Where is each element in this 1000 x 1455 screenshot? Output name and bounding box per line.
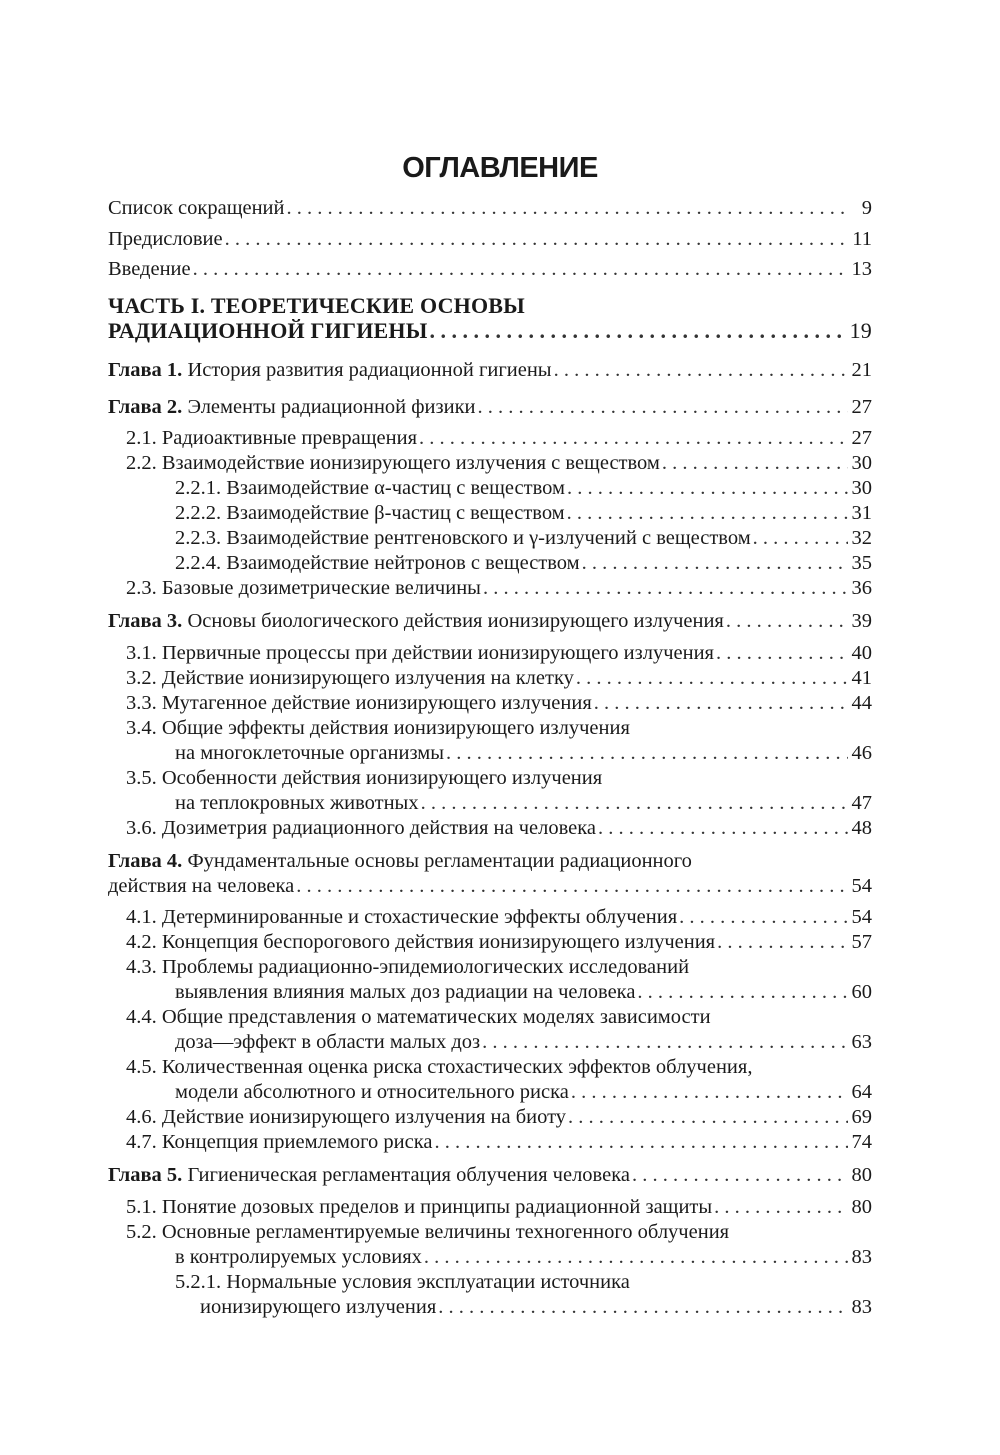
toc-entry-section[interactable] bbox=[175, 791, 872, 815]
entry-text: 2.2.2. Взаимодействие β-частиц с веществом bbox=[175, 502, 565, 524]
toc-entry-section-line1: 4.5. Количественная оценка риска стохастических эффектов облучения, bbox=[126, 1056, 753, 1078]
dot-leader bbox=[568, 1105, 848, 1129]
dot-leader bbox=[571, 1080, 848, 1104]
entry-text: 4.2. Концепция беспорогового действия ионизирующего излучения bbox=[126, 931, 716, 953]
toc-entry-section[interactable] bbox=[126, 691, 872, 715]
dot-leader bbox=[421, 791, 848, 815]
toc-entry-chapter-3[interactable] bbox=[108, 609, 872, 633]
page-number: 80 bbox=[851, 1196, 872, 1218]
dot-leader bbox=[714, 1195, 848, 1219]
dot-leader bbox=[567, 501, 848, 525]
dot-leader bbox=[434, 1130, 848, 1154]
dot-leader bbox=[582, 551, 848, 575]
entry-text: Глава 5. Гигиеническая регламентация облучения человека bbox=[108, 1164, 630, 1186]
toc-entry-section-line1: 5.2. Основные регламентируемые величины техногенного облучения bbox=[126, 1221, 730, 1243]
page-number: 32 bbox=[851, 527, 872, 549]
entry-text: РАДИАЦИОННОЙ ГИГИЕНЫ bbox=[108, 318, 428, 343]
entry-text: Глава 1. История развития радиационной гигиены bbox=[108, 359, 552, 381]
toc-entry-subsection[interactable] bbox=[175, 476, 872, 500]
page-number: 19 bbox=[849, 318, 872, 343]
entry-text: Введение bbox=[108, 258, 191, 280]
entry-text: выявления влияния малых доз радиации на человека bbox=[175, 981, 636, 1003]
page-number: 57 bbox=[851, 931, 872, 953]
dot-leader bbox=[637, 980, 848, 1004]
page-number: 9 bbox=[861, 197, 872, 219]
toc-entry-section-line1: 3.4. Общие эффекты действия ионизирующего излучения bbox=[126, 717, 630, 739]
toc-entry-subsection[interactable] bbox=[175, 501, 872, 525]
dot-leader bbox=[576, 666, 848, 690]
dot-leader bbox=[430, 319, 848, 343]
entry-text: на многоклеточные организмы bbox=[175, 742, 445, 764]
page-number: 39 bbox=[851, 610, 872, 632]
page-number: 36 bbox=[851, 577, 872, 599]
entry-text: 2.2.4. Взаимодействие нейтронов с веществом bbox=[175, 552, 580, 574]
page-number: 60 bbox=[851, 981, 872, 1003]
chapter-4-line1: Глава 4. Фундаментальные основы регламентации радиационного bbox=[108, 850, 692, 872]
toc-entry-section[interactable] bbox=[175, 1030, 872, 1054]
page-number: 74 bbox=[851, 1131, 872, 1153]
entry-text: в контролируемых условиях bbox=[175, 1246, 422, 1268]
entry-text: 4.1. Детерминированные и стохастические эффекты облучения bbox=[126, 906, 678, 928]
entry-text: 2.2. Взаимодействие ионизирующего излучения с веществом bbox=[126, 452, 660, 474]
entry-text: 2.2.3. Взаимодействие рентгеновского и γ-излучений с веществом bbox=[175, 527, 751, 549]
dot-leader bbox=[225, 227, 848, 251]
dot-leader bbox=[726, 609, 848, 633]
page-number: 13 bbox=[851, 258, 872, 280]
entry-text: 3.1. Первичные процессы при действии ионизирующего излучения bbox=[126, 642, 714, 664]
entry-text: Предисловие bbox=[108, 228, 223, 250]
toc-entry-section[interactable] bbox=[175, 741, 872, 765]
dot-leader bbox=[424, 1245, 848, 1269]
dot-leader bbox=[438, 1295, 848, 1319]
toc-entry-section[interactable] bbox=[126, 905, 872, 929]
toc-entry-section-line1: 4.4. Общие представления о математических моделях зависимости bbox=[126, 1006, 711, 1028]
page-number: 47 bbox=[851, 792, 872, 814]
dot-leader bbox=[193, 257, 848, 281]
page-number: 83 bbox=[851, 1246, 872, 1268]
dot-leader bbox=[478, 395, 848, 419]
toc-entry-subsection[interactable] bbox=[175, 526, 872, 550]
toc-entry-introduction[interactable] bbox=[108, 257, 872, 281]
entry-text: Глава 3. Основы биологического действия ионизирующего излучения bbox=[108, 610, 724, 632]
page-number: 41 bbox=[851, 667, 872, 689]
toc-entry-section[interactable] bbox=[126, 426, 872, 450]
dot-leader bbox=[419, 426, 848, 450]
entry-text: 4.6. Действие ионизирующего излучения на биоту bbox=[126, 1106, 567, 1128]
toc-entry-section[interactable] bbox=[126, 930, 872, 954]
dot-leader bbox=[679, 905, 848, 929]
entry-text: 5.1. Понятие дозовых пределов и принципы радиационной защиты bbox=[126, 1196, 713, 1218]
page-number: 54 bbox=[851, 875, 872, 897]
page-number: 35 bbox=[851, 552, 872, 574]
toc-entry-section[interactable] bbox=[175, 1245, 872, 1269]
entry-text: 3.2. Действие ионизирующего излучения на клетку bbox=[126, 667, 574, 689]
toc-entry-abbreviations[interactable] bbox=[108, 196, 872, 220]
toc-entry-section-line1: 4.3. Проблемы радиационно-эпидемиологических исследований bbox=[126, 956, 690, 978]
dot-leader bbox=[632, 1163, 848, 1187]
page-number: 27 bbox=[851, 427, 872, 449]
entry-text: ионизирующего излучения bbox=[200, 1296, 437, 1318]
page-number: 64 bbox=[851, 1081, 872, 1103]
page-title: ОГЛАВЛЕНИЕ bbox=[402, 152, 598, 184]
toc-entry-section[interactable] bbox=[126, 816, 872, 840]
toc-entry-chapter-4[interactable] bbox=[108, 874, 872, 898]
dot-leader bbox=[594, 691, 848, 715]
toc-entry-section[interactable] bbox=[126, 451, 872, 475]
page-number: 80 bbox=[851, 1164, 872, 1186]
toc-entry-section[interactable] bbox=[126, 576, 872, 600]
dot-leader bbox=[482, 1030, 848, 1054]
toc-entry-preface[interactable] bbox=[108, 227, 872, 251]
page-number: 27 bbox=[851, 396, 872, 418]
dot-leader bbox=[287, 196, 848, 220]
entry-text: 3.6. Дозиметрия радиационного действия на человека bbox=[126, 817, 596, 839]
entry-text: модели абсолютного и относительного риска bbox=[175, 1081, 569, 1103]
page-number: 31 bbox=[851, 502, 872, 524]
dot-leader bbox=[296, 874, 848, 898]
entry-text: 4.7. Концепция приемлемого риска bbox=[126, 1131, 433, 1153]
dot-leader bbox=[753, 526, 848, 550]
page-number: 46 bbox=[851, 742, 872, 764]
page-number: 69 bbox=[851, 1106, 872, 1128]
page-number: 63 bbox=[851, 1031, 872, 1053]
dot-leader bbox=[483, 576, 848, 600]
page-number: 11 bbox=[852, 228, 872, 250]
toc-entry-section[interactable] bbox=[175, 980, 872, 1004]
entry-text: Глава 2. Элементы радиационной физики bbox=[108, 396, 476, 418]
toc-entry-subsection-line1: 5.2.1. Нормальные условия эксплуатации источника bbox=[175, 1271, 630, 1293]
dot-leader bbox=[567, 476, 848, 500]
entry-text: Список сокращений bbox=[108, 197, 285, 219]
entry-text: 2.3. Базовые дозиметрические величины bbox=[126, 577, 481, 599]
entry-text: доза—эффект в области малых доз bbox=[175, 1031, 481, 1053]
entry-text: 3.3. Мутагенное действие ионизирующего излучения bbox=[126, 692, 592, 714]
toc-entry-subsection[interactable] bbox=[175, 551, 872, 575]
entry-text: на теплокровных животных bbox=[175, 792, 419, 814]
entry-text: 2.1. Радиоактивные превращения bbox=[126, 427, 417, 449]
page-number: 30 bbox=[851, 452, 872, 474]
toc-entry-section[interactable] bbox=[126, 1105, 872, 1129]
page-number: 44 bbox=[851, 692, 872, 714]
page-number: 30 bbox=[851, 477, 872, 499]
dot-leader bbox=[716, 641, 848, 665]
toc-entry-section-line1: 3.5. Особенности действия ионизирующего излучения bbox=[126, 767, 603, 789]
page-number: 40 bbox=[851, 642, 872, 664]
toc-entry-subsection[interactable] bbox=[200, 1295, 872, 1319]
part-heading: ЧАСТЬ I. ТЕОРЕТИЧЕСКИЕ ОСНОВЫ bbox=[108, 293, 525, 318]
toc-entry-chapter-1[interactable] bbox=[108, 358, 872, 382]
dot-leader bbox=[662, 451, 848, 475]
dot-leader bbox=[554, 358, 848, 382]
dot-leader bbox=[598, 816, 848, 840]
toc-entry-part-1[interactable] bbox=[108, 319, 872, 343]
entry-text: 2.2.1. Взаимодействие α-частиц с веществом bbox=[175, 477, 565, 499]
page-number: 83 bbox=[851, 1296, 872, 1318]
toc-entry-section[interactable] bbox=[175, 1080, 872, 1104]
page-number: 48 bbox=[851, 817, 872, 839]
toc-entry-chapter-5[interactable] bbox=[108, 1163, 872, 1187]
toc-entry-chapter-2[interactable] bbox=[108, 395, 872, 419]
page-number: 54 bbox=[851, 906, 872, 928]
toc-entry-section[interactable] bbox=[126, 641, 872, 665]
entry-text: действия на человека bbox=[108, 875, 295, 897]
dot-leader bbox=[446, 741, 848, 765]
page-number: 21 bbox=[851, 359, 872, 381]
toc-entry-section[interactable] bbox=[126, 1195, 872, 1219]
toc-entry-section[interactable] bbox=[126, 666, 872, 690]
dot-leader bbox=[717, 930, 848, 954]
toc-entry-section[interactable] bbox=[126, 1130, 872, 1154]
